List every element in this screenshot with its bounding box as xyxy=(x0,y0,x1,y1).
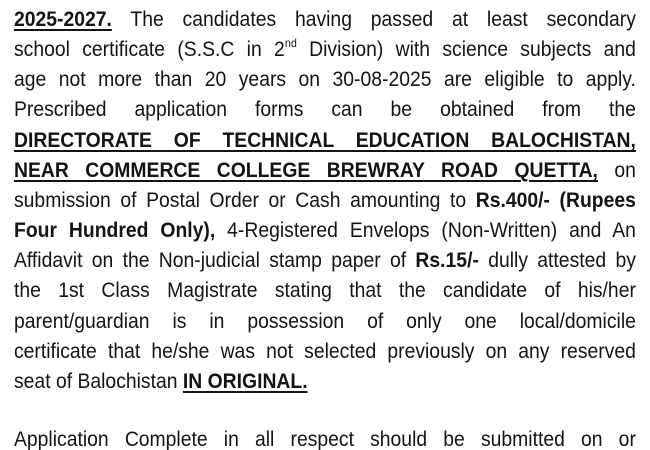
superscript-text: nd xyxy=(284,36,297,50)
notice-line xyxy=(14,36,636,63)
body-text: Division) with science subjects and xyxy=(296,37,636,61)
notice-line xyxy=(14,247,636,274)
emphasis-text: Rs.400/- (Rupees xyxy=(475,188,636,212)
notice-line xyxy=(14,217,636,244)
body-text: The candidates having passed at least secondary xyxy=(111,7,636,31)
body-text: Prescribed application forms can be obtained from the xyxy=(14,97,636,121)
body-text: parent/guardian is in possession of only one local/domicile xyxy=(14,309,636,333)
emphasis-text: DIRECTORATE OF TECHNICAL EDUCATION BALOCHISTAN, xyxy=(14,128,636,152)
notice-line xyxy=(14,277,636,304)
emphasis-text: NEAR COMMERCE COLLEGE BREWRAY ROAD QUETTA, xyxy=(14,158,598,182)
body-text: 4-Registered Envelops (Non-Written) and An xyxy=(215,218,636,242)
body-text: seat of Balochistan xyxy=(14,369,183,393)
body-text: dully attested by xyxy=(478,248,636,272)
notice-line xyxy=(14,157,636,184)
body-text: age not more than 20 years on 30-08-2025 are eligible to apply. xyxy=(14,67,636,91)
notice-line xyxy=(14,127,636,154)
body-text: on xyxy=(597,158,636,182)
notice-line xyxy=(14,368,636,395)
notice-line xyxy=(14,6,636,33)
body-text: Application Complete in all respect should be submitted on or xyxy=(14,427,636,450)
notice-line xyxy=(14,66,636,93)
body-text: certificate that he/she was not selected previously on any reserved xyxy=(14,339,636,363)
notice-line xyxy=(14,338,636,365)
emphasis-text: Rs.15/- xyxy=(415,248,479,272)
notice-line xyxy=(14,308,636,335)
body-text: Affidavit on the Non-judicial stamp paper of xyxy=(14,248,416,272)
body-text: submission of Postal Order or Cash amounting to xyxy=(14,188,476,212)
notice-line xyxy=(14,96,636,123)
emphasis-text: Four Hundred Only), xyxy=(14,218,216,242)
body-text: school certificate (S.S.C in 2 xyxy=(14,37,285,61)
emphasis-text: IN ORIGINAL. xyxy=(182,369,308,393)
emphasis-text: 2025-2027. xyxy=(14,7,112,31)
notice-line xyxy=(14,426,636,450)
body-text: the 1st Class Magistrate stating that the candidate of his/her xyxy=(14,278,636,302)
notice-line xyxy=(14,187,636,214)
